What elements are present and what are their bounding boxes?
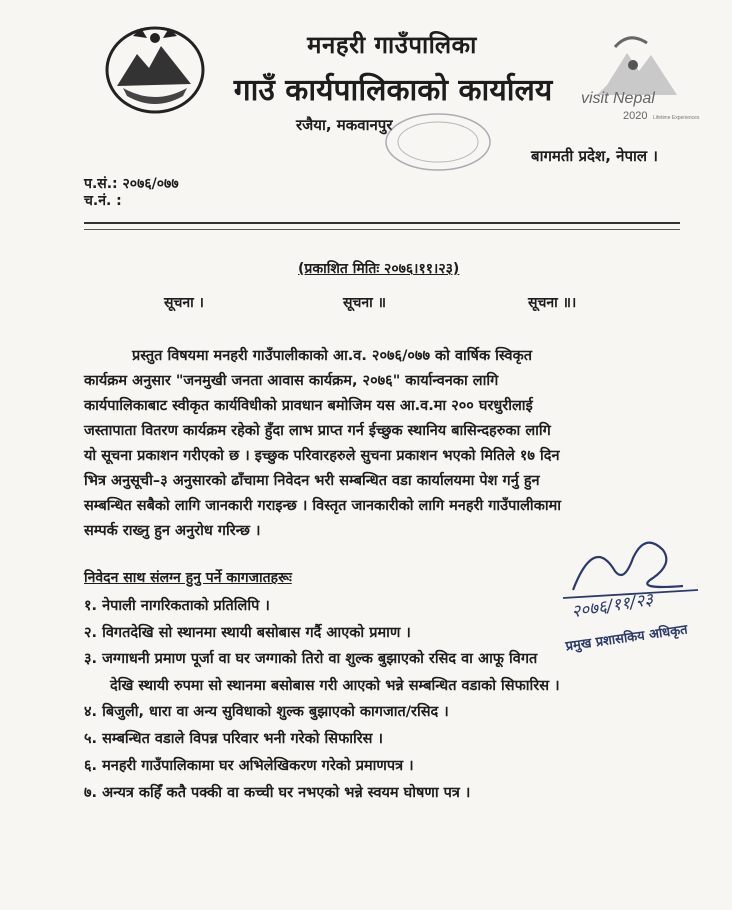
reference-number: प.सं.: २०७६/०७७ [84,176,179,192]
document-item: ७. अन्यत्र कहिँ कतै पक्की वा कच्ची घर नभएको भन्ने स्वयम घोषणा पत्र । [84,785,471,801]
notice-label: सूचना । [164,295,204,311]
notice-label: सूचना ॥। [528,295,577,311]
signature-date: २०७६/११/२३ [570,589,655,623]
body-text-line: सम्पर्क राख्नु हुन अनुरोध गरिन्छ । [84,523,261,539]
office-name: गाउँ कार्यपालिकाको कार्यालय [233,73,553,108]
visit-nepal-logo [577,25,700,129]
body-text-line: कार्यक्रम अनुसार "जनमुखी जनता आवास कार्यक्रम, २०७६" कार्यान्वनका लागि [84,373,499,389]
body-text-line: कार्यपालिकाबाट स्वीकृत कार्यविधीको प्रावधान बमोजिम यस आ.व.मा २०० घरधुरीलाई [84,398,533,414]
logo-text: visit Nepal [581,90,655,107]
logo-tag: Lifetime Experiences [653,115,700,121]
office-address: रजैया, मकवानपुर [296,116,393,134]
government-emblem [103,24,207,116]
published-date: (प्रकाशित मितिः २०७६।११।२३) [298,261,460,277]
logo-year: 2020 [623,110,648,122]
document-item: ३. जग्गाधनी प्रमाण पूर्जा वा घर जग्गाको तिरो वा शुल्क बुझाएको रसिद वा आफू विगत [84,651,538,667]
body-text-line: सम्बन्धित सबैको लागि जानकारी गराइन्छ । विस्तृत जानकारीको लागि मनहरी गाउँपालीकामा [84,498,562,514]
document-item: १. नेपाली नागरिकताको प्रतिलिपि । [84,598,270,614]
document-item: ५. सम्बन्धित वडाले विपन्न परिवार भनी गरेको सिफारिस । [84,731,384,747]
body-text-line: यो सूचना प्रकाशन गरीएको छ । इच्छुक परिवारहरुले सुचना प्रकाशन भएको मितिले १७ दिन [84,448,560,464]
document-item-continuation: देखि स्थायी रुपमा सो स्थानमा बसोबास गरी आएको भन्ने सम्बन्धित वडाको सिफारिस । [110,678,560,694]
document-item: २. विगतदेखि सो स्थानमा स्थायी बसोबास गर्दै आएको प्रमाण । [84,625,411,641]
body-text-line: जस्तापाता वितरण कार्यक्रम रहेको हुँदा लाभ प्राप्त गर्न ईच्छुक स्थानिय बासिन्दहरुका लागि [84,423,551,439]
dispatch-number: च.नं. : [84,193,122,209]
province-text: बागमती प्रदेश, नेपाल । [531,147,658,165]
documents-heading: निवेदन साथ संलग्न हुनु पर्ने कागजातहरूः [84,570,292,586]
signatory-title: प्रमुख प्रशासकिय अधिकृत [564,622,689,655]
header-rule-thin [84,229,680,230]
body-text-line: भित्र अनुसूची–३ अनुसारको ढाँचामा निवेदन भरी सम्बन्धित वडा कार्यालयमा पेश गर्नु हुन [84,473,540,489]
document-item: ४. बिजुली, धारा वा अन्य सुविधाको शुल्क बुझाएको कागजात/रसिद । [84,704,449,720]
notice-label: सूचना ॥ [343,295,387,311]
document-item: ६. मनहरी गाउँपालिकामा घर अभिलेखिकरण गरेको प्रमाणपत्र । [84,758,414,774]
body-text-line: प्रस्तुत विषयमा मनहरी गाउँपालीकाको आ.व. २०७६/०७७ को वार्षिक स्विकृत [132,348,532,364]
header-rule [84,222,680,224]
office-stamp [378,108,498,176]
municipality-name: मनहरी गाउँपालिका [307,31,477,59]
